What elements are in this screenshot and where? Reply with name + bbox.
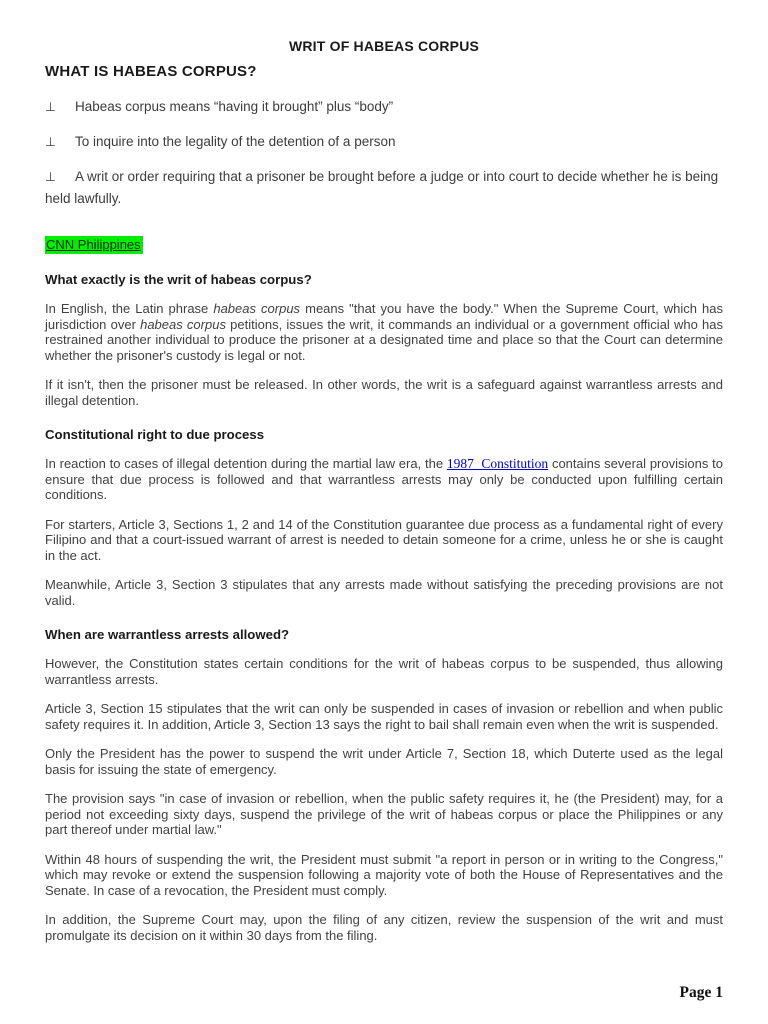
- main-heading: WHAT IS HABEAS CORPUS?: [45, 63, 257, 80]
- italic-text: habeas corpus: [140, 316, 226, 332]
- section-heading: When are warrantless arrests allowed?: [45, 627, 290, 642]
- paragraph: [45, 377, 723, 408]
- paragraph: [45, 912, 723, 943]
- bullet-icon: ⊥: [45, 170, 56, 184]
- paragraph: [45, 701, 723, 732]
- bullet-item: [45, 166, 723, 210]
- link-1987-constitution[interactable]: 1987 Constitution: [446, 456, 549, 471]
- text-run: The provision says "in case of invasion or rebellion, when the public safety requires it, he (the President) may, for a period not exceeding sixty days, suspend the privilege of the writ of habeas corpus or place the Philippines or any part thereof under martial law.": [45, 791, 723, 837]
- paragraph: [45, 456, 723, 503]
- paragraph: [45, 301, 723, 363]
- text-run: Habeas corpus means “having it brought” plus “body”: [75, 99, 394, 114]
- section-heading: Constitutional right to due process: [45, 427, 265, 442]
- bullet-item: [45, 96, 723, 118]
- bullet-icon: ⊥: [45, 100, 56, 114]
- text-run: If it isn't, then the prisoner must be released. In other words, the writ is a safeguard against warrantless arrests and illegal detention.: [45, 377, 723, 408]
- text-run: A writ or order requiring that a prisoner be brought before a judge or into court to decide whether he is being held lawfully.: [45, 169, 719, 206]
- text-run: means "that you have the body." When the Supreme Court, which has jurisdiction over: [45, 301, 723, 332]
- document-title: WRIT OF HABEAS CORPUS: [288, 38, 480, 54]
- text-run: Article 3, Section 15 stipulates that the writ can only be suspended in cases of invasion or rebellion and when public safety requires it. In addition, Article 3, Section 13 says the right to bail shall remain even when the writ is suspended.: [45, 701, 723, 732]
- italic-text: habeas corpus: [213, 301, 301, 316]
- text-run: contains several provisions to ensure that due process is followed and that warrantless arrests may only be conducted upon fulfilling certain conditions.: [45, 456, 723, 502]
- text-run: In reaction to cases of illegal detention during the martial law era, the: [45, 456, 447, 471]
- document-body: [45, 38, 723, 943]
- paragraph: [45, 746, 723, 777]
- page-number: Page 1: [679, 984, 723, 1001]
- paragraph: [45, 656, 723, 687]
- paragraph: [45, 577, 723, 608]
- bullet-icon: ⊥: [45, 135, 56, 149]
- section-heading: What exactly is the writ of habeas corpus?: [45, 272, 312, 287]
- text-run: In addition, the Supreme Court may, upon the filing of any citizen, review the suspension of the writ and must promulgate its decision on it within 30 days from the filing.: [45, 912, 723, 943]
- paragraph: [45, 517, 723, 564]
- text-run: Meanwhile, Article 3, Section 3 stipulates that any arrests made without satisfying the preceding provisions are not valid.: [45, 577, 723, 608]
- text-run: In English, the Latin phrase: [45, 301, 214, 316]
- text-run: petitions, issues the writ, it commands an individual or a government official who has restrained another individual to produce the prisoner at a designated time and place so that the Court can determine whether the prisoner's custody is legal or not.: [45, 316, 723, 363]
- text-run: To inquire into the legality of the detention of a person: [75, 134, 396, 149]
- text-run: Only the President has the power to suspend the writ under Article 7, Section 18, which Duterte used as the legal basis for issuing the state of emergency.: [45, 746, 723, 777]
- bullet-item: [45, 131, 723, 153]
- text-run: However, the Constitution states certain conditions for the writ of habeas corpus to be suspended, thus allowing warrantless arrests.: [45, 656, 723, 687]
- text-run: Within 48 hours of suspending the writ, the President must submit "a report in person or in writing to the Congress," which may revoke or extend the suspension following a majority vote of both the House of Representatives and the Senate. In case of a revocation, the President must comply.: [45, 851, 723, 898]
- highlighted-source-link[interactable]: CNN Philippines: [46, 237, 141, 252]
- paragraph: [45, 791, 723, 838]
- highlight-line: [45, 236, 723, 253]
- text-run: For starters, Article 3, Sections 1, 2 and 14 of the Constitution guarantee due process as a fundamental right of every Filipino and that a court-issued warrant of arrest is needed to detain someone for a crime, unless he or she is caught in the act.: [45, 516, 723, 563]
- paragraph: [45, 852, 723, 899]
